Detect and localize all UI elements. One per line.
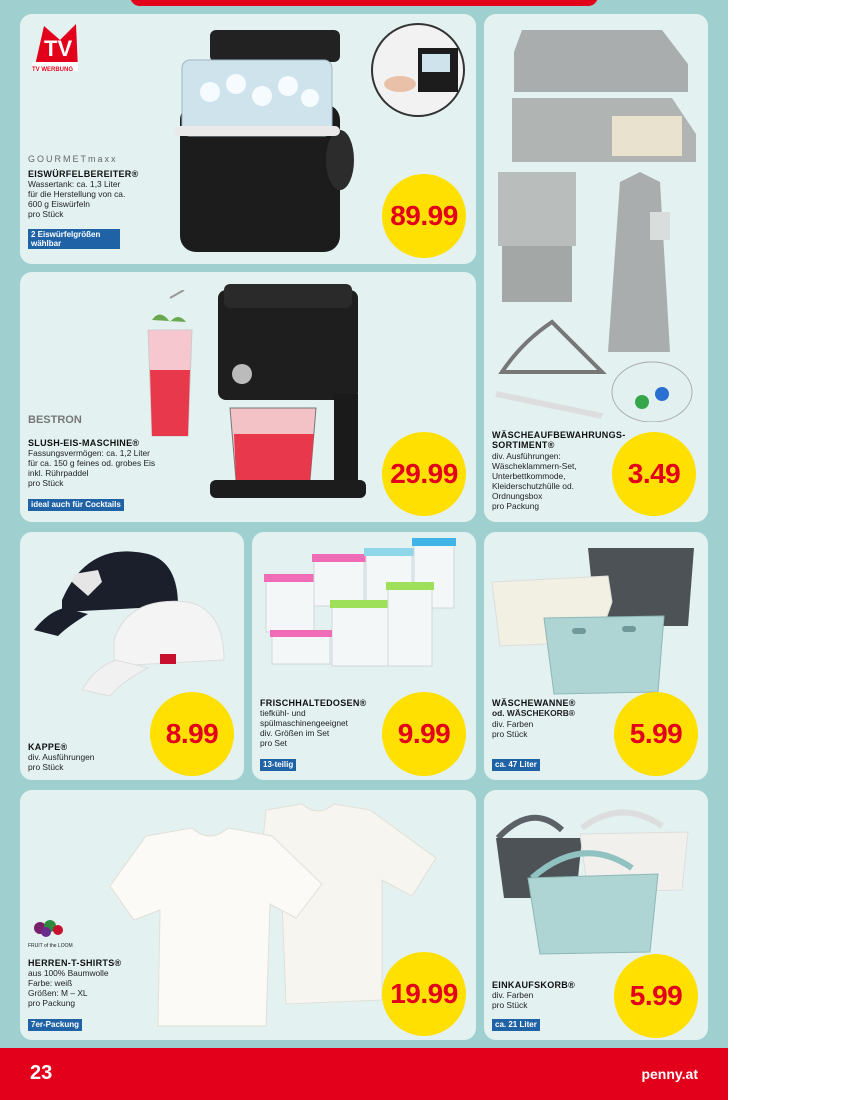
product-card-shopping-basket[interactable] — [484, 790, 708, 1040]
product-desc-line: Wäscheklammern-Set, — [492, 461, 577, 471]
tv-werbung-text: TV WERBUNG — [32, 67, 73, 73]
product-card-tshirts[interactable] — [20, 790, 476, 1040]
product-name: SLUSH-EIS-MASCHINE® — [28, 438, 140, 448]
product-desc-line: Größen: M – XL — [28, 988, 88, 998]
product-name: WÄSCHEAUFBEWAHRUNGS- — [492, 430, 626, 440]
product-desc-line: div. Größen im Set — [260, 728, 330, 738]
fruit-of-the-loom-logo — [28, 918, 68, 944]
bestron-logo: BESTRON — [28, 414, 82, 426]
product-name: WÄSCHEWANNE® — [492, 698, 576, 708]
product-name: FRISCHHALTEDOSEN® — [260, 698, 367, 708]
product-desc-line: Wassertank: ca. 1,3 Liter — [28, 179, 121, 189]
product-card-laundry-tub[interactable] — [484, 532, 708, 780]
product-desc-line: Unterbettkommode, — [492, 471, 566, 481]
price-tag: 5.99 — [614, 692, 698, 776]
ice-maker-detail-image — [370, 22, 466, 118]
ice-maker-image — [170, 26, 360, 258]
site-link[interactable]: penny.at — [641, 1066, 698, 1082]
product-desc-line: div. Ausführungen: — [492, 451, 561, 461]
product-desc-line: inkl. Rührpaddel — [28, 468, 89, 478]
feature-badge: ideal auch für Cocktails — [28, 499, 124, 511]
price-tag: 5.99 — [614, 954, 698, 1038]
product-desc-line: pro Packung — [492, 501, 540, 511]
feature-badge: 2 Eiswürfelgrößen wählbar — [28, 229, 120, 249]
product-desc-line: 600 g Eiswürfeln — [28, 199, 90, 209]
product-name: HERREN-T-SHIRTS® — [28, 958, 122, 968]
gourmetmaxx-logo: GOURMETmaxx — [28, 154, 118, 164]
product-name: EINKAUFSKORB® — [492, 980, 576, 990]
food-containers-image — [258, 538, 468, 688]
cap-image — [28, 540, 238, 710]
product-card-ice-maker[interactable] — [20, 14, 476, 264]
product-name: SORTIMENT® — [492, 440, 555, 450]
product-desc-line: div. Farben — [492, 719, 534, 729]
price-tag: 89.99 — [382, 174, 466, 258]
product-desc-line: pro Stück — [492, 729, 528, 739]
product-desc-line: aus 100% Baumwolle — [28, 968, 109, 978]
product-desc-line: Farbe: weiß — [28, 978, 73, 988]
feature-badge: 7er-Packung — [28, 1019, 82, 1031]
price-tag: 8.99 — [150, 692, 234, 776]
feature-badge: ca. 47 Liter — [492, 759, 540, 771]
product-desc-line: pro Stück — [492, 1000, 528, 1010]
fruit-logo-text: FRUIT of the LOOM — [28, 943, 73, 949]
top-red-band — [130, 0, 598, 6]
product-desc-line: tiefkühl- und — [260, 708, 306, 718]
price-tag: 19.99 — [382, 952, 466, 1036]
product-desc-line: Fassungsvermögen: ca. 1,2 Liter — [28, 448, 150, 458]
product-desc-line: pro Stück — [28, 209, 64, 219]
product-desc-line: spülmaschinengeeignet — [260, 718, 348, 728]
product-desc-line: pro Stück — [28, 762, 64, 772]
slush-machine-image — [204, 284, 374, 504]
product-desc-line: für ca. 150 g feines od. grobes Eis — [28, 458, 156, 468]
product-desc-line: für die Herstellung von ca. — [28, 189, 126, 199]
laundry-tub-image — [488, 542, 702, 702]
storage-set-image — [492, 22, 702, 422]
product-card-food-containers[interactable] — [252, 532, 476, 780]
feature-badge: 13-teilig — [260, 759, 296, 771]
product-card-storage-set[interactable] — [484, 14, 708, 522]
price-tag: 29.99 — [382, 432, 466, 516]
product-name: KAPPE® — [28, 742, 68, 752]
price-tag: 3.49 — [612, 432, 696, 516]
footer-bar — [0, 1048, 728, 1100]
svg-text:TV: TV — [44, 36, 73, 61]
product-desc-line: pro Packung — [28, 998, 76, 1008]
page-number: 23 — [30, 1062, 53, 1084]
product-desc-line: od. WÄSCHEKORB® — [492, 708, 575, 718]
product-desc-line: Ordnungsbox — [492, 491, 543, 501]
product-desc-line: div. Farben — [492, 990, 534, 1000]
product-card-slush-maker[interactable] — [20, 272, 476, 522]
price-tag: 9.99 — [382, 692, 466, 776]
product-card-cap[interactable] — [20, 532, 244, 780]
feature-badge: ca. 21 Liter — [492, 1019, 540, 1031]
product-desc-line: Kleiderschutzhülle od. — [492, 481, 574, 491]
product-desc-line: pro Set — [260, 738, 288, 748]
slush-glass-image — [140, 290, 200, 440]
shopping-basket-image — [492, 798, 702, 958]
product-desc-line: pro Stück — [28, 478, 64, 488]
product-name: EISWÜRFELBEREITER® — [28, 169, 139, 179]
product-desc-line: div. Ausführungen — [28, 752, 95, 762]
